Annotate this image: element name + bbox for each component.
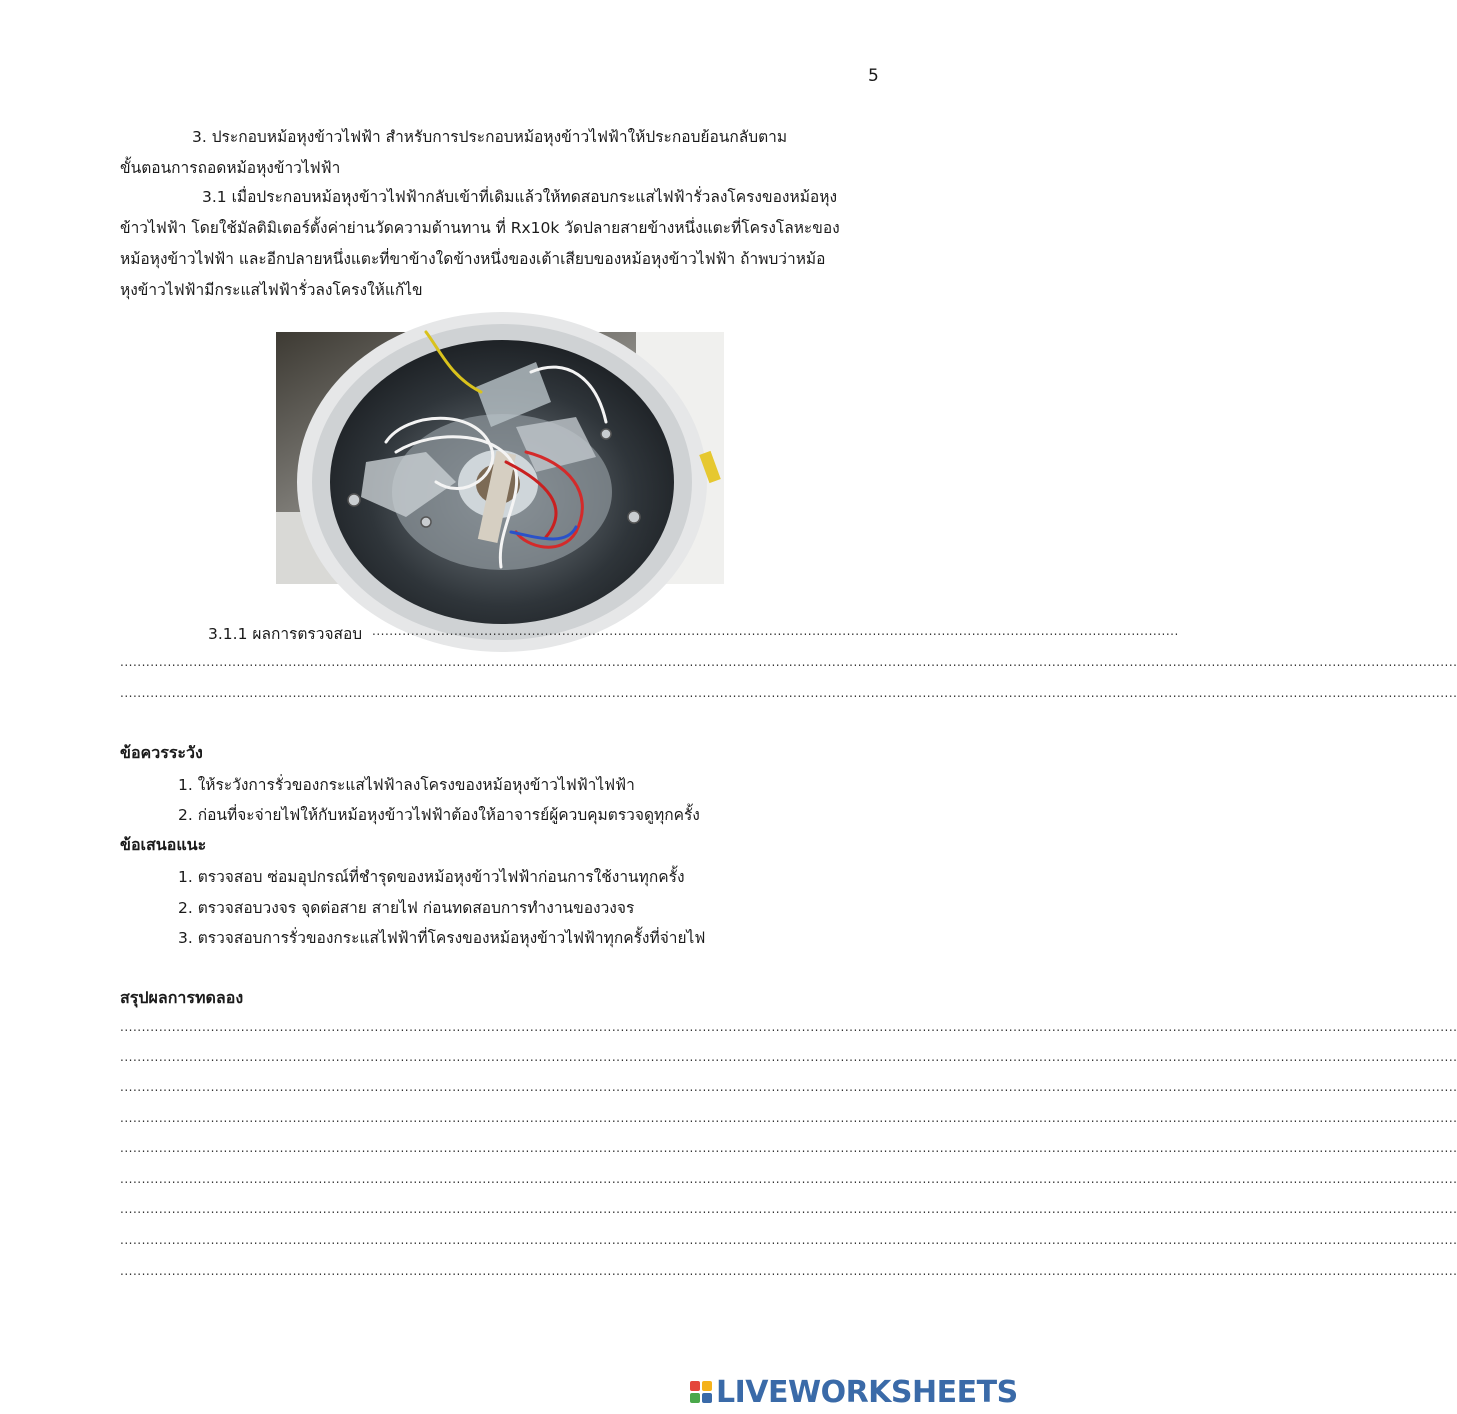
step-line-2: ข้าวไฟฟ้า โดยใช้มัลติมิเตอร์ตั้งค่าย่านวัดความต้านทาน ที่ Rx10k วัดปลายสายข้างหนึ่งแตะที่โครงโลหะของ (120, 219, 840, 237)
conclusion-line[interactable]: ...................................................................................................................................................................................................................................................................................................................... (120, 1020, 1457, 1034)
suggestion-heading: ข้อเสนอแนะ (120, 835, 207, 854)
conclusion-line[interactable]: ...................................................................................................................................................................................................................................................................................................................... (120, 1202, 1457, 1216)
caution-heading: ข้อควรระวัง (120, 743, 203, 762)
intro-paragraph (120, 122, 880, 184)
intro-line-1: 3. ประกอบหม้อหุงข้าวไฟฟ้า สำหรับการประกอบหม้อหุงข้าวไฟฟ้าให้ประกอบย้อนกลับตาม (192, 128, 788, 146)
result-label: 3.1.1 ผลการตรวจสอบ (208, 625, 363, 643)
conclusion-line[interactable]: ...................................................................................................................................................................................................................................................................................................................... (120, 1233, 1457, 1247)
conclusion-line[interactable]: ...................................................................................................................................................................................................................................................................................................................... (120, 1111, 1457, 1125)
conclusion-line[interactable]: ...................................................................................................................................................................................................................................................................................................................... (120, 1172, 1457, 1186)
rice-cooker-photo (276, 332, 724, 584)
answer-line[interactable]: ...................................................................................................................................................................................................................................................................................................................... (120, 655, 1457, 669)
logo-block (702, 1393, 712, 1403)
conclusion-line[interactable]: ...................................................................................................................................................................................................................................................................................................................... (120, 1050, 1457, 1064)
conclusion-line[interactable]: ...................................................................................................................................................................................................................................................................................................................... (120, 1141, 1457, 1155)
conclusion-line[interactable]: ...................................................................................................................................................................................................................................................................................................................... (120, 1264, 1457, 1278)
step-line-1: 3.1 เมื่อประกอบหม้อหุงข้าวไฟฟ้ากลับเข้าที่เดิมแล้วให้ทดสอบกระแสไฟฟ้ารั่วลงโครงของหม้อหุง (202, 188, 838, 206)
answer-line[interactable]: ...................................................................................................................................................................................................................................................................................................................... (120, 686, 1457, 700)
logo-blocks-icon (690, 1381, 712, 1403)
step-paragraph (120, 182, 880, 306)
liveworksheets-logo (690, 1374, 1018, 1410)
logo-text: LIVEWORKSHEETS (716, 1374, 1018, 1410)
suggestion-item: 3. ตรวจสอบการรั่วของกระแสไฟฟ้าที่โครงของหม้อหุงข้าวไฟฟ้าทุกครั้งที่จ่ายไฟ (178, 929, 706, 947)
caution-item: 2. ก่อนที่จะจ่ายไฟให้กับหม้อหุงข้าวไฟฟ้าต้องให้อาจารย์ผู้ควบคุมตรวจดูทุกครั้ง (178, 806, 700, 824)
conclusion-heading: สรุปผลการทดลอง (120, 988, 244, 1007)
answer-line[interactable]: ........................................................................................................................................................................................... (372, 624, 1179, 638)
rice-cooker-illustration (276, 332, 724, 584)
logo-block (690, 1381, 700, 1391)
step-line-4: หุงข้าวไฟฟ้ามีกระแสไฟฟ้ารั่วลงโครงให้แก้ไข (120, 281, 423, 299)
page-number: 5 (868, 66, 879, 86)
suggestion-item: 1. ตรวจสอบ ซ่อมอุปกรณ์ที่ชำรุดของหม้อหุงข้าวไฟฟ้าก่อนการใช้งานทุกครั้ง (178, 868, 685, 886)
conclusion-line[interactable]: ...................................................................................................................................................................................................................................................................................................................... (120, 1080, 1457, 1094)
step-line-3: หม้อหุงข้าวไฟฟ้า และอีกปลายหนึ่งแตะที่ขาข้างใดข้างหนึ่งของเต้าเสียบของหม้อหุงข้าวไฟฟ้า ถ้าพบว่าหม้อ (120, 250, 826, 268)
suggestion-item: 2. ตรวจสอบวงจร จุดต่อสาย สายไฟ ก่อนทดสอบการทำงานของวงจร (178, 899, 635, 917)
intro-line-2: ขั้นตอนการถอดหม้อหุงข้าวไฟฟ้า (120, 159, 341, 177)
logo-block (690, 1393, 700, 1403)
logo-block (702, 1381, 712, 1391)
caution-item: 1. ให้ระวังการรั่วของกระแสไฟฟ้าลงโครงของหม้อหุงข้าวไฟฟ้าไฟฟ้า (178, 776, 635, 794)
